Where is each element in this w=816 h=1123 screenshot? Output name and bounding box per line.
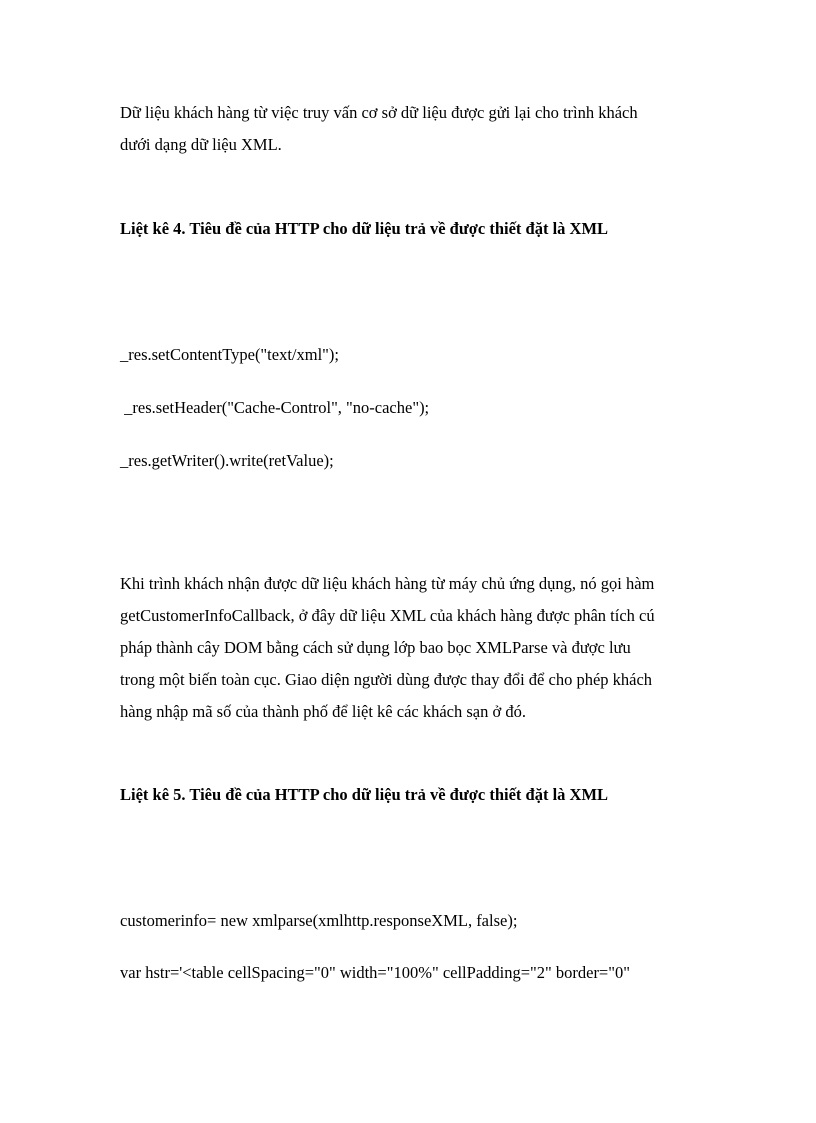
paragraph-2-line-3: pháp thành cây DOM bằng cách sử dụng lớp bao bọc XMLParse và được lưu [120,638,631,657]
paragraph-2-line-4: trong một biến toàn cục. Giao diện người dùng được thay đổi để cho phép khách [120,670,653,689]
listing-4-heading: Liệt kê 4. Tiêu đề của HTTP cho dữ liệu trả về được thiết đặt là XML [120,219,609,238]
paragraph-2-line-1: Khi trình khách nhận được dữ liệu khách hàng từ máy chủ ứng dụng, nó gọi hàm [120,574,655,593]
code-1-line-2: _res.setHeader("Cache-Control", "no-cache"); [120,398,430,417]
listing-5-heading: Liệt kê 5. Tiêu đề của HTTP cho dữ liệu trả về được thiết đặt là XML [120,785,609,804]
paragraph-1-line-2: dưới dạng dữ liệu XML. [120,135,282,154]
code-1-line-1: _res.setContentType("text/xml"); [120,345,339,364]
paragraph-1-line-1: Dữ liệu khách hàng từ việc truy vấn cơ sở dữ liệu được gửi lại cho trình khách [120,103,638,122]
paragraph-2-line-5: hàng nhập mã số của thành phố để liệt kê các khách sạn ở đó. [120,702,526,721]
code-1-line-3: _res.getWriter().write(retValue); [120,451,334,470]
paragraph-2-line-2: getCustomerInfoCallback, ở đây dữ liệu XML của khách hàng được phân tích cú [120,606,655,625]
code-2-line-1: customerinfo= new xmlparse(xmlhttp.responseXML, false); [120,911,518,930]
code-2-line-2: var hstr='<table cellSpacing="0" width="100%" cellPadding="2" border="0" [120,963,630,982]
